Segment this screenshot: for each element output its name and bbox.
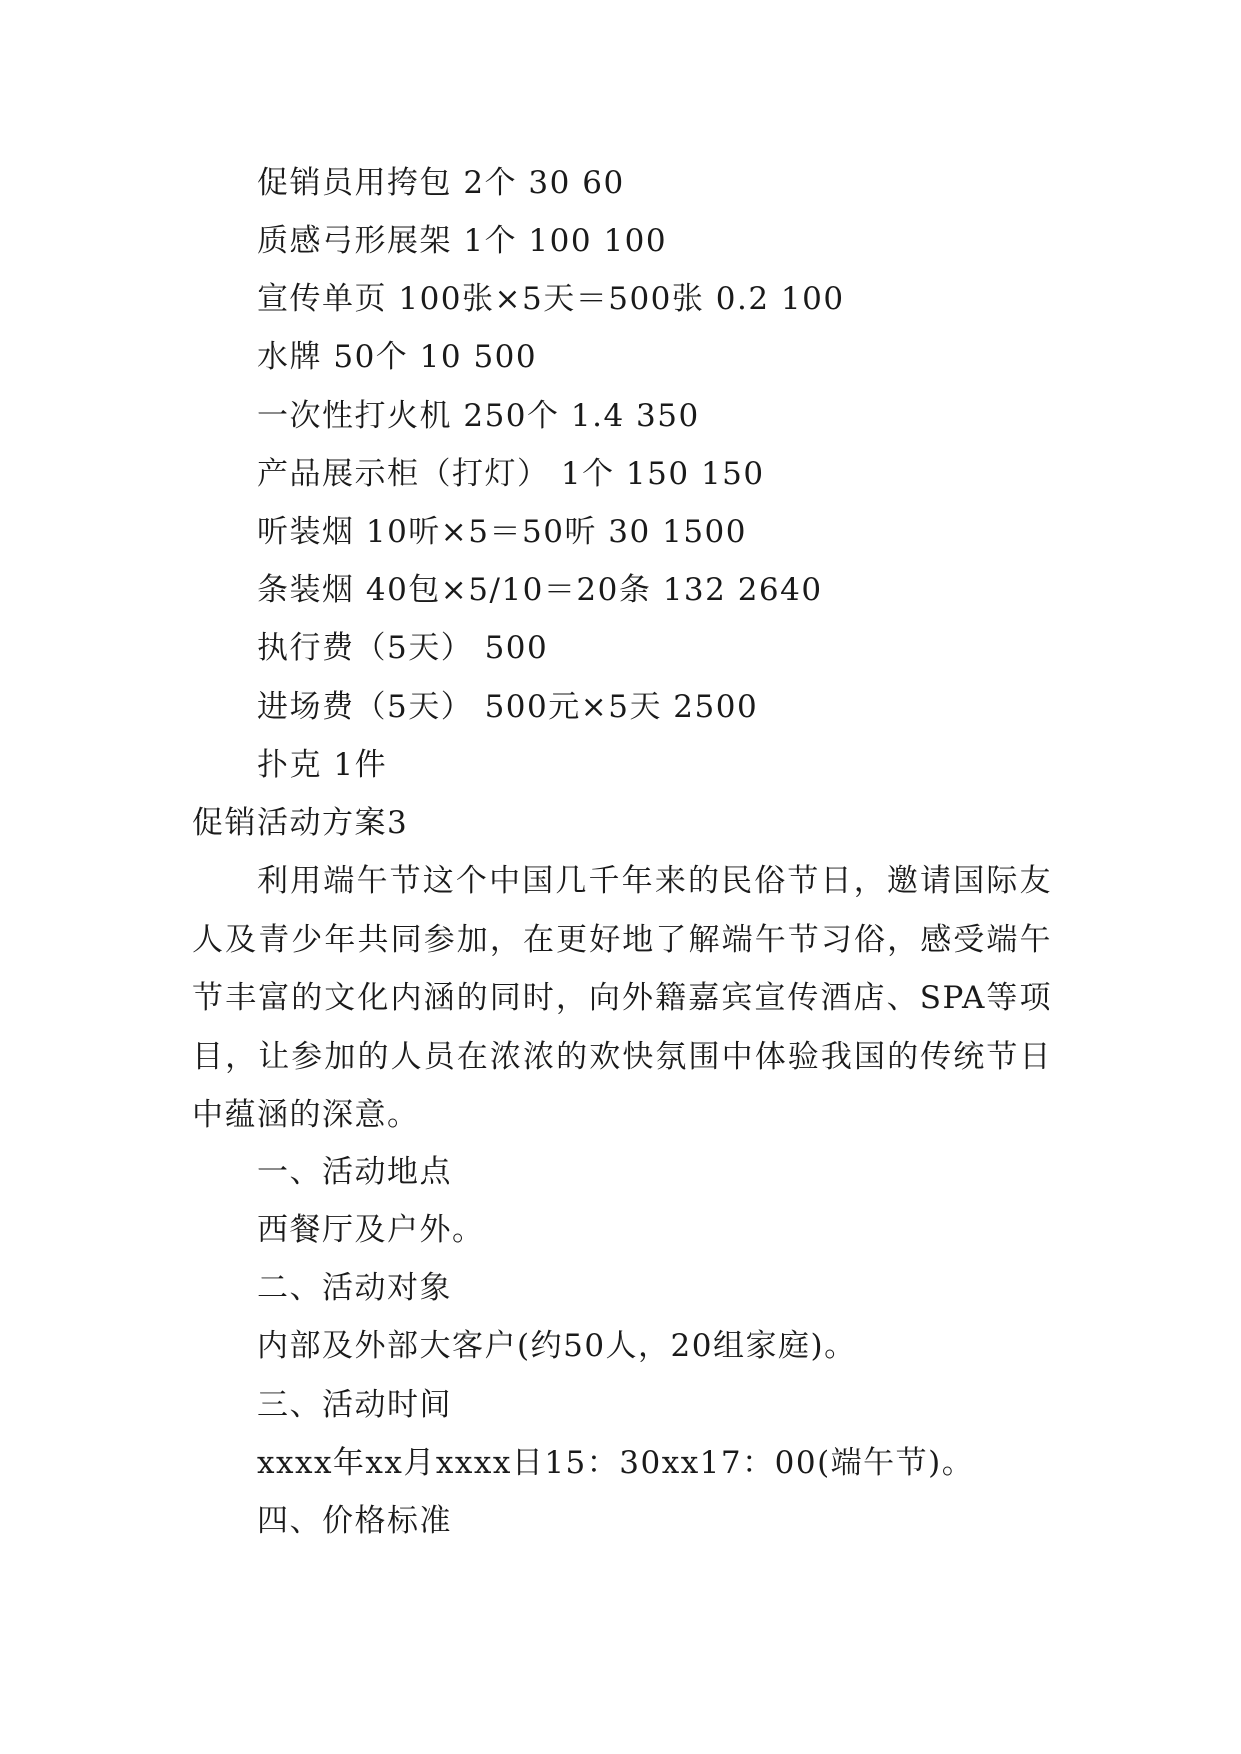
section-heading: 三、活动时间: [257, 1387, 452, 1423]
budget-item: 质感弓形展架 1个 100 100: [257, 223, 668, 259]
budget-item: 宣传单页 100张×5天＝500张 0.2 100: [257, 281, 845, 317]
section-content: 内部及外部大客户(约50人，20组家庭)。: [257, 1328, 857, 1364]
section-heading: 一、活动地点: [257, 1154, 452, 1190]
budget-item: 水牌 50个 10 500: [257, 339, 538, 375]
budget-item: 条装烟 40包×5/10＝20条 132 2640: [257, 572, 823, 608]
budget-item: 执行费（5天） 500: [257, 630, 549, 666]
budget-item: 扑克 1件: [257, 747, 388, 783]
budget-item: 一次性打火机 250个 1.4 350: [257, 398, 700, 434]
intro-paragraph: 利用端午节这个中国几千年来的民俗节日，邀请国际友人及青少年共同参加，在更好地了解端午节习俗，感受端午节丰富的文化内涵的同时，向外籍嘉宾宣传酒店、SPA等项目，让参加的人员在浓浓的欢快氛围中体验我国的传统节日中蕴涵的深意。: [192, 863, 1052, 1133]
section-heading: 二、活动对象: [257, 1270, 452, 1306]
budget-item: 听装烟 10听×5＝50听 30 1500: [257, 514, 747, 550]
budget-item: 促销员用挎包 2个 30 60: [257, 165, 625, 201]
section-content: 西餐厅及户外。: [257, 1212, 485, 1248]
section-title: 促销活动方案3: [192, 805, 409, 841]
section-heading: 四、价格标准: [257, 1503, 452, 1539]
section-content: xxxx年xx月xxxx日15：30xx17：00(端午节)。: [257, 1445, 975, 1481]
budget-item: 产品展示柜（打灯） 1个 150 150: [257, 456, 765, 492]
budget-item: 进场费（5天） 500元×5天 2500: [257, 689, 759, 725]
